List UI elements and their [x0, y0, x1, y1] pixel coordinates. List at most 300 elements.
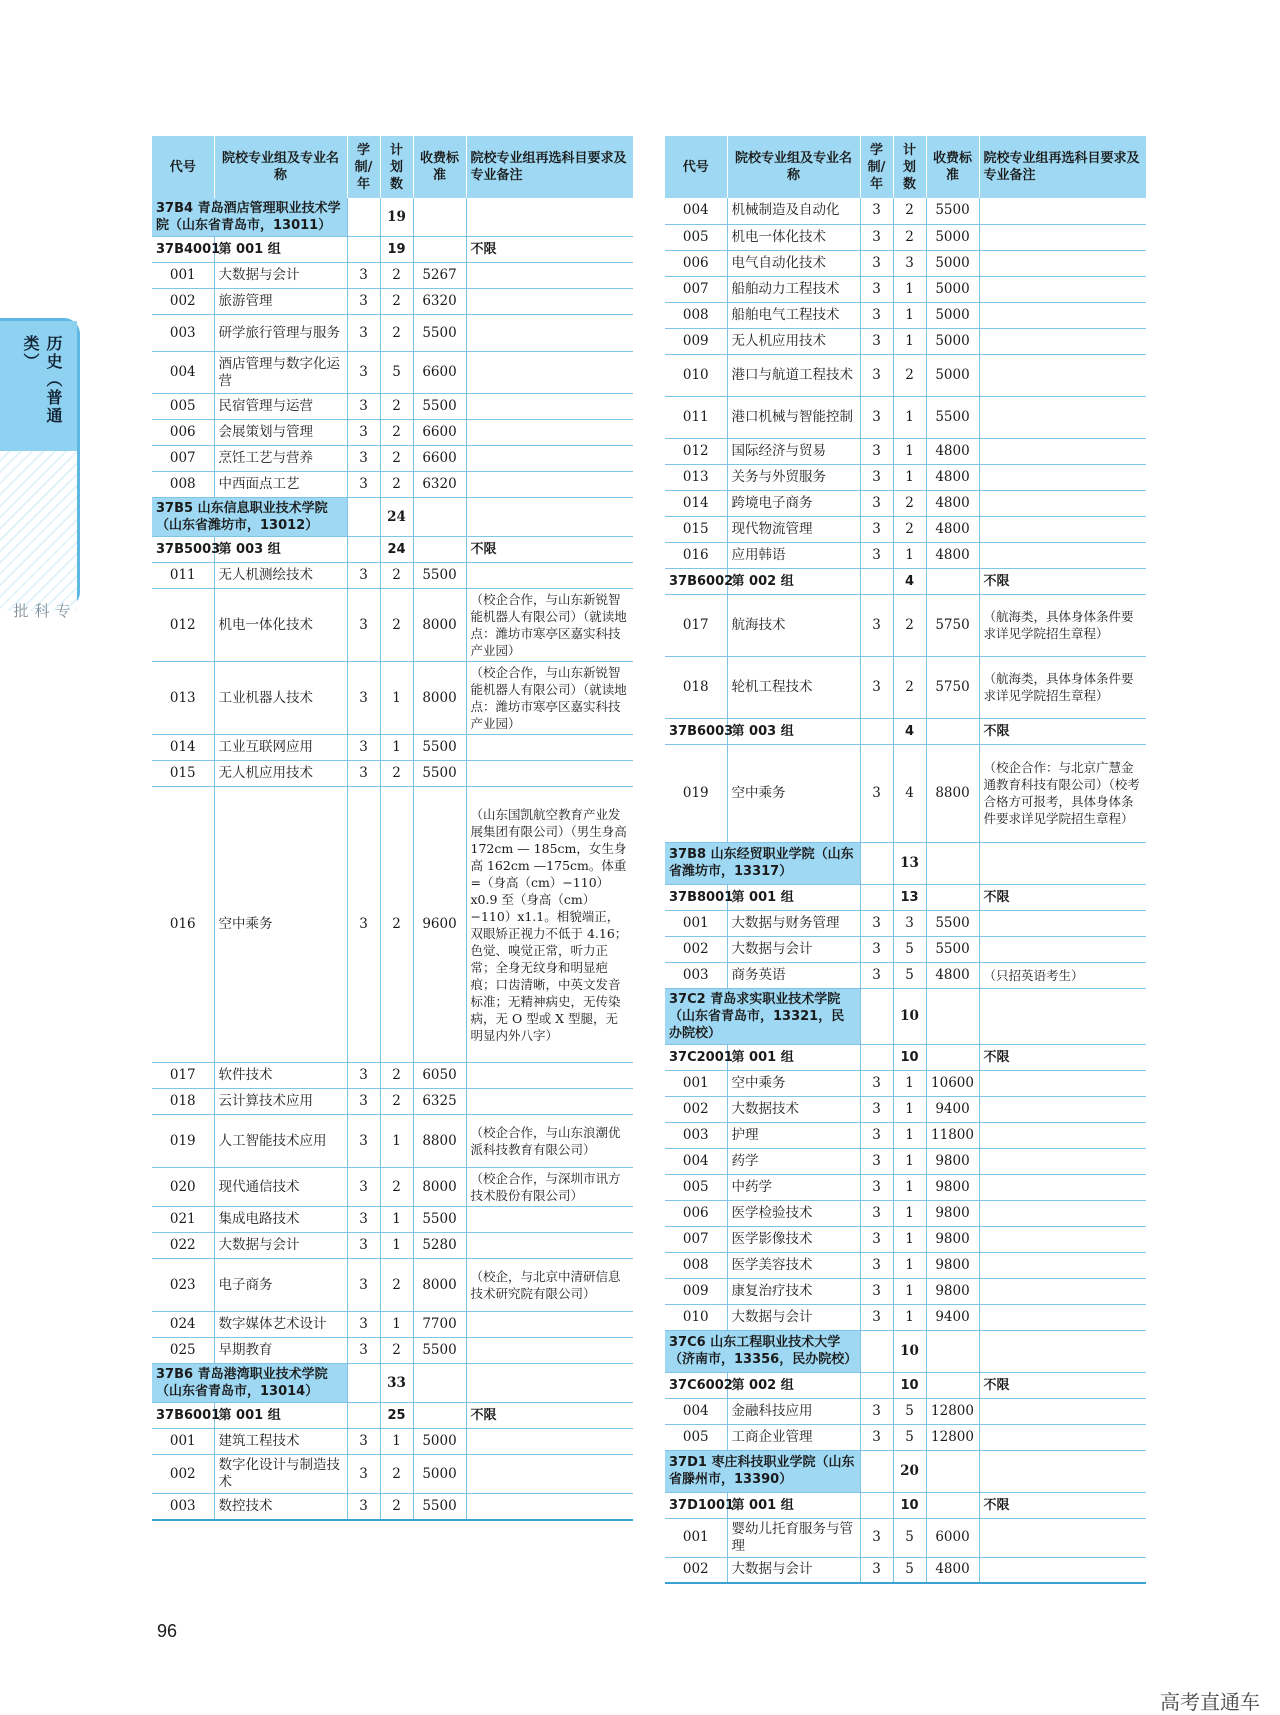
- years-cell: 3: [860, 250, 893, 276]
- fee-cell: 5500: [926, 396, 979, 438]
- major-name-cell: 会展策划与管理: [214, 420, 347, 446]
- note-cell: [979, 1226, 1146, 1252]
- years-cell: 3: [347, 662, 380, 735]
- note-cell: [979, 354, 1146, 396]
- plan-cell: 2: [380, 1063, 413, 1089]
- note-cell: [979, 1330, 1146, 1372]
- fee-cell: 4800: [926, 464, 979, 490]
- fee-cell: 9800: [926, 1174, 979, 1200]
- years-cell: 3: [347, 1063, 380, 1089]
- note-cell: [979, 198, 1146, 224]
- plan-cell: 5: [893, 1518, 926, 1557]
- plan-cell: 1: [893, 396, 926, 438]
- major-row: [152, 394, 633, 420]
- plan-cell: 5: [893, 1398, 926, 1424]
- category-label: 历史（普通类）: [21, 335, 63, 425]
- years-cell: 3: [860, 1070, 893, 1096]
- requirement-cell: 不限: [979, 718, 1146, 744]
- fee-cell: [926, 1044, 979, 1070]
- fee-cell: [926, 1372, 979, 1398]
- note-cell: （只招英语考生）: [979, 962, 1146, 988]
- note-cell: （航海类，具体身体条件要求详见学院招生章程）: [979, 656, 1146, 718]
- note-cell: （山东国凯航空教育产业发展集团有限公司）（男生身高 172cm — 185cm，女生身高 162cm —175cm。体重 =（身高（cm）−110）x0.9 至（身高（cm）−110）x1.1。相貌端正，双眼矫正视力不低于 4.16；色觉、嗅觉正常，听力正常；全身无纹身和明显疤痕；口齿清晰，中英文发音标准；无精神病史，无传染病，无 O 型或 X 型腿，无明显内外八字）: [466, 787, 633, 1063]
- years-cell: [860, 988, 893, 1044]
- note-cell: [979, 516, 1146, 542]
- fee-cell: [413, 1403, 466, 1429]
- major-row: [152, 1494, 633, 1520]
- major-row: [152, 1089, 633, 1115]
- fee-cell: 8000: [413, 1168, 466, 1207]
- requirement-cell: 不限: [466, 237, 633, 263]
- note-cell: [979, 464, 1146, 490]
- years-cell: 3: [860, 1122, 893, 1148]
- note-cell: （校企合作，与山东新锐智能机器人有限公司）（就读地点：潍坊市寒亭区嘉实科技产业园）: [466, 589, 633, 662]
- group-name-cell: 第 002 组: [727, 568, 860, 594]
- fee-cell: 6000: [926, 1518, 979, 1557]
- header-notes: 院校专业组再选科目要求及专业备注: [979, 136, 1146, 198]
- major-name-cell: 民宿管理与运营: [214, 394, 347, 420]
- header-years: 学制/年: [347, 136, 380, 198]
- major-name-cell: 空中乘务: [214, 787, 347, 1063]
- side-tab-batch-block: [0, 451, 77, 620]
- plan-cell: 1: [380, 1207, 413, 1233]
- years-cell: 3: [860, 594, 893, 656]
- code-cell: 002: [152, 289, 214, 315]
- major-row: [665, 276, 1146, 302]
- requirement-cell: 不限: [979, 884, 1146, 910]
- years-cell: 3: [347, 735, 380, 761]
- fee-cell: 6320: [413, 472, 466, 498]
- fee-cell: 5500: [413, 563, 466, 589]
- major-name-cell: 港口机械与智能控制: [727, 396, 860, 438]
- years-cell: 3: [347, 420, 380, 446]
- major-row: [152, 315, 633, 352]
- plan-cell: 1: [893, 1252, 926, 1278]
- plan-cell: 1: [380, 1312, 413, 1338]
- years-cell: 3: [347, 315, 380, 352]
- major-row: [152, 563, 633, 589]
- major-name-cell: 医学影像技术: [727, 1226, 860, 1252]
- years-cell: 3: [347, 563, 380, 589]
- major-row: [665, 744, 1146, 842]
- header-years: 学制/年: [860, 136, 893, 198]
- fee-cell: 11800: [926, 1122, 979, 1148]
- major-row: [665, 910, 1146, 936]
- major-row: [152, 1338, 633, 1364]
- code-cell: 004: [152, 352, 214, 394]
- major-row: [665, 1148, 1146, 1174]
- fee-cell: 5000: [926, 224, 979, 250]
- major-name-cell: 无人机应用技术: [214, 761, 347, 787]
- note-cell: [979, 1096, 1146, 1122]
- plan-cell: 1: [893, 302, 926, 328]
- code-cell: 024: [152, 1312, 214, 1338]
- code-cell: 008: [665, 1252, 727, 1278]
- years-cell: 3: [860, 542, 893, 568]
- years-cell: 3: [347, 263, 380, 289]
- plan-cell: 3: [893, 250, 926, 276]
- group-code-cell: 37B5003: [152, 537, 214, 563]
- fee-cell: 6325: [413, 1089, 466, 1115]
- note-cell: [979, 1148, 1146, 1174]
- years-cell: 3: [347, 1259, 380, 1312]
- requirement-cell: 不限: [979, 1044, 1146, 1070]
- major-row: [665, 328, 1146, 354]
- note-cell: [979, 542, 1146, 568]
- major-row: [665, 224, 1146, 250]
- code-cell: 004: [665, 1148, 727, 1174]
- major-row: [665, 936, 1146, 962]
- major-row: [152, 420, 633, 446]
- years-cell: 3: [347, 1494, 380, 1520]
- fee-cell: [413, 498, 466, 537]
- plan-cell: 19: [380, 198, 413, 237]
- major-name-cell: 大数据与会计: [214, 1233, 347, 1259]
- plan-cell: 1: [893, 1096, 926, 1122]
- note-cell: （校企合作，与山东浪潮优派科技教育有限公司）: [466, 1115, 633, 1168]
- page-number: 96: [157, 1621, 178, 1641]
- note-cell: [979, 842, 1146, 884]
- years-cell: [860, 1330, 893, 1372]
- fee-cell: [413, 198, 466, 237]
- plan-cell: 13: [893, 842, 926, 884]
- years-cell: 3: [860, 962, 893, 988]
- code-cell: 002: [665, 1557, 727, 1583]
- major-name-cell: 关务与外贸服务: [727, 464, 860, 490]
- years-cell: [347, 498, 380, 537]
- years-cell: 3: [347, 589, 380, 662]
- fee-cell: 5000: [926, 302, 979, 328]
- fee-cell: [413, 237, 466, 263]
- header-plan: 计划数: [893, 136, 926, 198]
- fee-cell: 5000: [926, 250, 979, 276]
- requirement-cell: 不限: [979, 1492, 1146, 1518]
- major-name-cell: 船舶电气工程技术: [727, 302, 860, 328]
- fee-cell: 5500: [413, 735, 466, 761]
- note-cell: [979, 1518, 1146, 1557]
- fee-cell: 5500: [413, 1494, 466, 1520]
- plan-cell: 2: [380, 315, 413, 352]
- plan-cell: 2: [893, 198, 926, 224]
- note-cell: [979, 1070, 1146, 1096]
- code-cell: 007: [665, 276, 727, 302]
- note-cell: （校企合作：与北京广慧金通教育科技有限公司）（校考合格方可报考，具体身体条件要求详见学院招生章程）: [979, 744, 1146, 842]
- plan-cell: 1: [380, 662, 413, 735]
- code-cell: 009: [665, 328, 727, 354]
- major-row: [665, 438, 1146, 464]
- group-row: [152, 537, 633, 563]
- plan-cell: 1: [893, 542, 926, 568]
- years-cell: 3: [860, 744, 893, 842]
- years-cell: 3: [860, 1226, 893, 1252]
- years-cell: 3: [347, 1207, 380, 1233]
- code-cell: 008: [665, 302, 727, 328]
- code-cell: 005: [152, 394, 214, 420]
- plan-cell: 13: [893, 884, 926, 910]
- major-name-cell: 数字媒体艺术设计: [214, 1312, 347, 1338]
- major-row: [152, 735, 633, 761]
- note-cell: [466, 198, 633, 237]
- years-cell: 3: [860, 302, 893, 328]
- major-row: [152, 1207, 633, 1233]
- major-row: [152, 761, 633, 787]
- code-cell: 014: [152, 735, 214, 761]
- note-cell: [979, 1424, 1146, 1450]
- note-cell: [466, 352, 633, 394]
- fee-cell: 5000: [413, 1429, 466, 1455]
- fee-cell: 9800: [926, 1226, 979, 1252]
- note-cell: [979, 276, 1146, 302]
- code-cell: 012: [152, 589, 214, 662]
- major-row: [152, 1115, 633, 1168]
- fee-cell: [926, 842, 979, 884]
- side-tab: [0, 318, 80, 620]
- fee-cell: 5500: [926, 936, 979, 962]
- plan-cell: 1: [380, 1429, 413, 1455]
- years-cell: 3: [860, 516, 893, 542]
- enrollment-table-left: [152, 136, 633, 1521]
- major-name-cell: 工商企业管理: [727, 1424, 860, 1450]
- note-cell: [466, 446, 633, 472]
- years-cell: 3: [347, 761, 380, 787]
- code-cell: 004: [665, 1398, 727, 1424]
- major-name-cell: 医学美容技术: [727, 1252, 860, 1278]
- group-name-cell: 第 003 组: [214, 537, 347, 563]
- code-cell: 009: [665, 1278, 727, 1304]
- enrollment-table-right: [665, 136, 1146, 1584]
- plan-cell: 24: [380, 537, 413, 563]
- major-row: [152, 446, 633, 472]
- note-cell: [979, 1450, 1146, 1492]
- major-row: [665, 354, 1146, 396]
- major-name-cell: 应用韩语: [727, 542, 860, 568]
- header-name: 院校专业组及专业名称: [727, 136, 860, 198]
- note-cell: [466, 263, 633, 289]
- years-cell: 3: [347, 472, 380, 498]
- major-name-cell: 大数据与会计: [214, 263, 347, 289]
- header-code: 代号: [665, 136, 727, 198]
- plan-cell: 2: [380, 420, 413, 446]
- years-cell: 3: [347, 394, 380, 420]
- years-cell: 3: [347, 1455, 380, 1494]
- note-cell: [979, 490, 1146, 516]
- fee-cell: 9400: [926, 1096, 979, 1122]
- fee-cell: 6320: [413, 289, 466, 315]
- years-cell: [860, 1372, 893, 1398]
- plan-cell: 1: [380, 1115, 413, 1168]
- major-name-cell: 工业机器人技术: [214, 662, 347, 735]
- plan-cell: 33: [380, 1364, 413, 1403]
- requirement-cell: 不限: [979, 568, 1146, 594]
- college-row: [665, 1330, 1146, 1372]
- years-cell: 3: [347, 1429, 380, 1455]
- fee-cell: 6050: [413, 1063, 466, 1089]
- plan-cell: 10: [893, 1492, 926, 1518]
- plan-cell: 4: [893, 744, 926, 842]
- note-cell: [466, 1063, 633, 1089]
- years-cell: [860, 884, 893, 910]
- note-cell: [466, 472, 633, 498]
- note-cell: [979, 1252, 1146, 1278]
- note-cell: [466, 394, 633, 420]
- fee-cell: 5000: [413, 1455, 466, 1494]
- note-cell: [466, 563, 633, 589]
- note-cell: [466, 1312, 633, 1338]
- major-name-cell: 旅游管理: [214, 289, 347, 315]
- code-cell: 012: [665, 438, 727, 464]
- major-name-cell: 数控技术: [214, 1494, 347, 1520]
- code-cell: 003: [665, 962, 727, 988]
- major-row: [152, 1233, 633, 1259]
- note-cell: （校企，与北京中清研信息技术研究院有限公司）: [466, 1259, 633, 1312]
- college-row: [152, 198, 633, 237]
- code-cell: 004: [665, 198, 727, 224]
- fee-cell: 5280: [413, 1233, 466, 1259]
- code-cell: 008: [152, 472, 214, 498]
- group-code-cell: 37B6001: [152, 1403, 214, 1429]
- code-cell: 013: [665, 464, 727, 490]
- code-cell: 021: [152, 1207, 214, 1233]
- years-cell: 3: [860, 1304, 893, 1330]
- header-fee: 收费标准: [413, 136, 466, 198]
- years-cell: [860, 1044, 893, 1070]
- note-cell: （校企合作，与深圳市讯方技术股份有限公司）: [466, 1168, 633, 1207]
- major-name-cell: 机械制造及自动化: [727, 198, 860, 224]
- plan-cell: 1: [380, 1233, 413, 1259]
- major-row: [152, 662, 633, 735]
- years-cell: 3: [860, 328, 893, 354]
- years-cell: 3: [860, 1518, 893, 1557]
- major-name-cell: 大数据技术: [727, 1096, 860, 1122]
- code-cell: 017: [665, 594, 727, 656]
- major-row: [152, 263, 633, 289]
- major-row: [665, 656, 1146, 718]
- fee-cell: 5500: [413, 394, 466, 420]
- header-name: 院校专业组及专业名称: [214, 136, 347, 198]
- fee-cell: 12800: [926, 1424, 979, 1450]
- watermark: 高考直通车: [1160, 1690, 1260, 1714]
- major-row: [665, 464, 1146, 490]
- major-name-cell: 婴幼儿托育服务与管理: [727, 1518, 860, 1557]
- plan-cell: 10: [893, 988, 926, 1044]
- code-cell: 003: [665, 1122, 727, 1148]
- major-row: [665, 962, 1146, 988]
- major-row: [665, 1226, 1146, 1252]
- years-cell: 3: [347, 1338, 380, 1364]
- years-cell: 3: [347, 787, 380, 1063]
- fee-cell: 5500: [413, 1338, 466, 1364]
- plan-cell: 2: [380, 563, 413, 589]
- plan-cell: 1: [893, 1148, 926, 1174]
- years-cell: 3: [860, 490, 893, 516]
- note-cell: [979, 1304, 1146, 1330]
- fee-cell: [926, 1330, 979, 1372]
- fee-cell: 8800: [413, 1115, 466, 1168]
- note-cell: [466, 1455, 633, 1494]
- fee-cell: 6600: [413, 352, 466, 394]
- header-fee: 收费标准: [926, 136, 979, 198]
- side-tab-category-block: [0, 321, 77, 451]
- code-cell: 018: [665, 656, 727, 718]
- years-cell: [347, 198, 380, 237]
- plan-cell: 2: [380, 1168, 413, 1207]
- code-cell: 001: [665, 1070, 727, 1096]
- note-cell: [466, 1494, 633, 1520]
- major-name-cell: 无人机测绘技术: [214, 563, 347, 589]
- fee-cell: [926, 568, 979, 594]
- note-cell: [466, 1429, 633, 1455]
- code-cell: 002: [665, 936, 727, 962]
- plan-cell: 1: [893, 1174, 926, 1200]
- years-cell: 3: [860, 1424, 893, 1450]
- group-code-cell: 37C2001: [665, 1044, 727, 1070]
- fee-cell: 5000: [926, 276, 979, 302]
- code-cell: 005: [665, 224, 727, 250]
- major-name-cell: 大数据与会计: [727, 1304, 860, 1330]
- years-cell: 3: [347, 1312, 380, 1338]
- major-name-cell: 空中乘务: [727, 1070, 860, 1096]
- college-row: [152, 498, 633, 537]
- code-cell: 013: [152, 662, 214, 735]
- major-row: [665, 1070, 1146, 1096]
- plan-cell: 1: [893, 328, 926, 354]
- plan-cell: 1: [893, 1122, 926, 1148]
- major-row: [152, 1429, 633, 1455]
- code-cell: 001: [665, 910, 727, 936]
- group-code-cell: 37D1001: [665, 1492, 727, 1518]
- code-cell: 018: [152, 1089, 214, 1115]
- group-name-cell: 第 001 组: [214, 1403, 347, 1429]
- plan-cell: 2: [893, 516, 926, 542]
- group-row: [665, 1492, 1146, 1518]
- major-name-cell: 船舶动力工程技术: [727, 276, 860, 302]
- plan-cell: 2: [380, 394, 413, 420]
- code-cell: 010: [665, 1304, 727, 1330]
- major-row: [665, 1096, 1146, 1122]
- major-row: [152, 1168, 633, 1207]
- college-name-cell: 37D1 枣庄科技职业学院（山东省滕州市，13390）: [665, 1450, 860, 1492]
- note-cell: [979, 988, 1146, 1044]
- note-cell: [466, 1233, 633, 1259]
- note-cell: [979, 250, 1146, 276]
- years-cell: 3: [860, 1200, 893, 1226]
- major-row: [152, 352, 633, 394]
- major-name-cell: 中药学: [727, 1174, 860, 1200]
- group-name-cell: 第 001 组: [214, 237, 347, 263]
- plan-cell: 2: [380, 1089, 413, 1115]
- fee-cell: [413, 1364, 466, 1403]
- college-name-cell: 37B8 山东经贸职业学院（山东省潍坊市，13317）: [665, 842, 860, 884]
- note-cell: [466, 420, 633, 446]
- code-cell: 003: [152, 315, 214, 352]
- group-name-cell: 第 001 组: [727, 1044, 860, 1070]
- plan-cell: 5: [893, 1557, 926, 1583]
- fee-cell: 9800: [926, 1148, 979, 1174]
- fee-cell: [926, 884, 979, 910]
- years-cell: 3: [347, 352, 380, 394]
- fee-cell: 5000: [926, 328, 979, 354]
- note-cell: [979, 936, 1146, 962]
- major-row: [665, 250, 1146, 276]
- plan-cell: 2: [380, 787, 413, 1063]
- major-name-cell: 现代通信技术: [214, 1168, 347, 1207]
- fee-cell: 4800: [926, 438, 979, 464]
- plan-cell: 2: [380, 589, 413, 662]
- years-cell: [860, 568, 893, 594]
- major-row: [665, 1278, 1146, 1304]
- plan-cell: 1: [893, 438, 926, 464]
- major-name-cell: 建筑工程技术: [214, 1429, 347, 1455]
